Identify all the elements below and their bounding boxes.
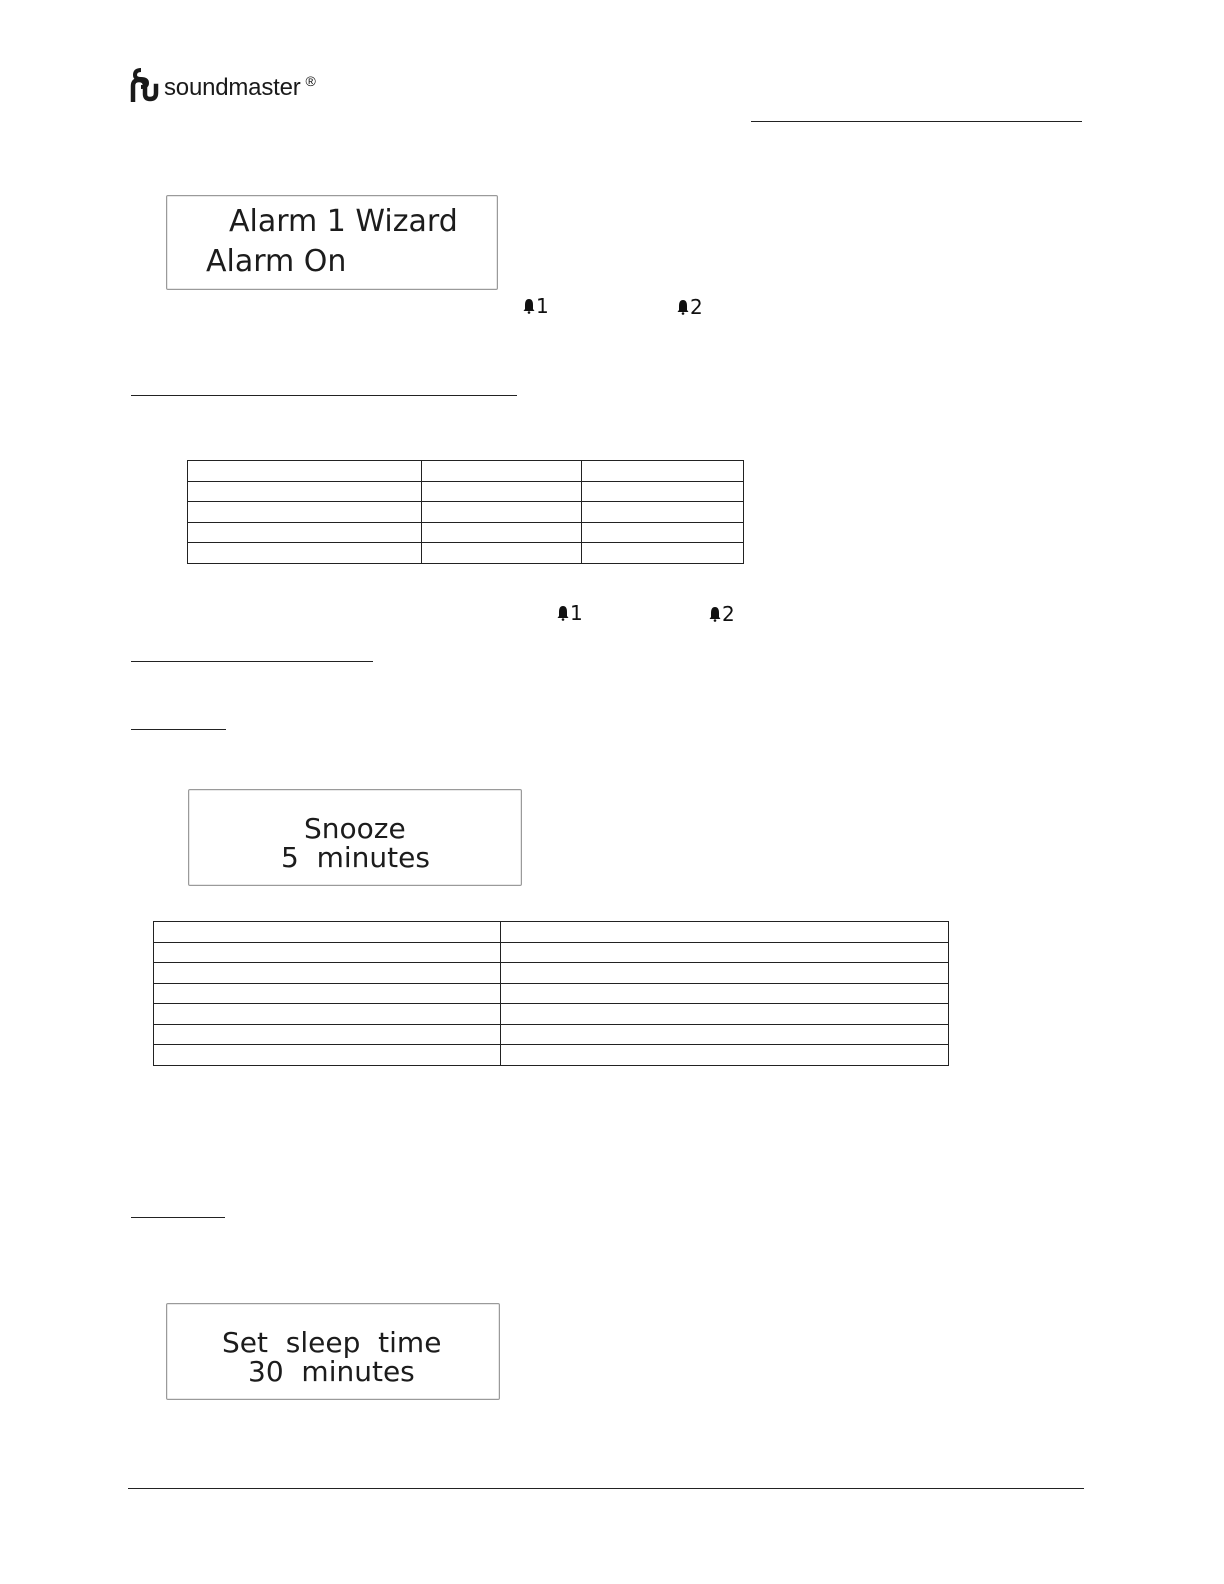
alarm1-indicator — [557, 601, 583, 625]
alarm-wizard-display — [166, 195, 498, 290]
bell-icon — [523, 298, 535, 314]
table-row — [154, 983, 949, 1004]
table-row — [154, 1004, 949, 1025]
table-row — [188, 543, 744, 564]
bell-icon — [677, 299, 689, 315]
alarm1-number: 1 — [536, 294, 549, 318]
alarm1-number: 1 — [570, 601, 583, 625]
table-row — [188, 481, 744, 502]
table-row — [188, 522, 744, 543]
table-row — [154, 942, 949, 963]
table-row — [154, 922, 949, 943]
registered-mark: ® — [305, 73, 316, 89]
soundmaster-logo-icon — [130, 66, 160, 102]
alarm-table — [187, 460, 744, 564]
alarm1-indicator — [523, 294, 549, 318]
section-underline — [131, 661, 373, 662]
snooze-title: Snooze — [304, 812, 406, 845]
bell-icon — [557, 605, 569, 621]
table-row — [154, 963, 949, 984]
section-underline — [131, 1217, 225, 1218]
sleep-title: Set sleep time — [222, 1326, 442, 1359]
snooze-display — [188, 789, 522, 886]
alarm2-number: 2 — [690, 295, 703, 319]
alarm-wizard-status: Alarm On — [206, 244, 347, 279]
sleep-display — [166, 1303, 500, 1400]
alarm2-number: 2 — [722, 602, 735, 626]
table-row — [154, 1024, 949, 1045]
sleep-value: 30 minutes — [248, 1355, 415, 1388]
snooze-value: 5 minutes — [281, 841, 430, 874]
section-underline — [131, 395, 517, 396]
alarm-wizard-title: Alarm 1 Wizard — [229, 204, 458, 239]
alarm2-indicator — [677, 295, 703, 319]
snooze-table — [153, 921, 949, 1066]
bell-icon — [709, 606, 721, 622]
brand-name: soundmaster — [164, 74, 301, 101]
alarm2-indicator — [709, 602, 735, 626]
footer-rule — [128, 1488, 1084, 1489]
brand-logo — [130, 66, 316, 102]
table-row — [188, 461, 744, 482]
table-row — [154, 1045, 949, 1066]
section-underline — [131, 729, 226, 730]
header-rule — [751, 121, 1082, 122]
table-row — [188, 502, 744, 523]
